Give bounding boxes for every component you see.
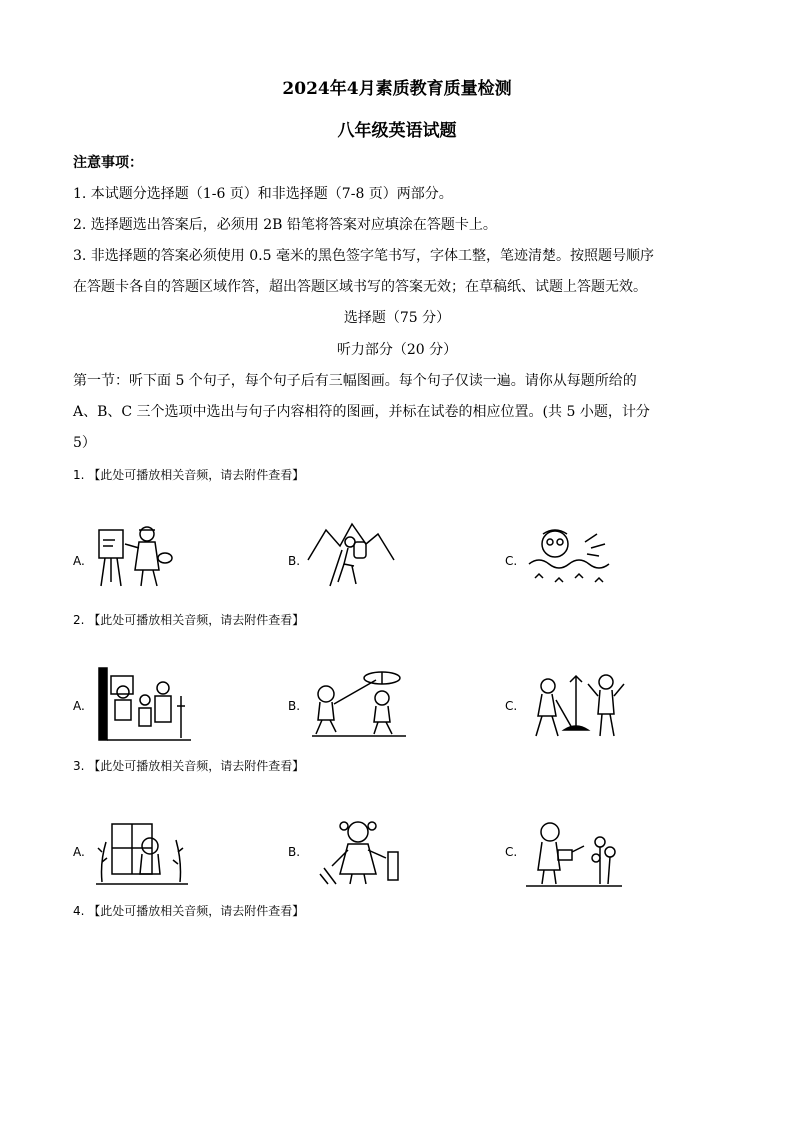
hiker-icon	[306, 520, 396, 590]
section-listening: 听力部分（20 分）	[336, 342, 458, 358]
notice-item-3-line1: 3. 非选择题的答案必须使用 0.5 毫米的黑色签字笔书写，字体工整，笔迹清楚。按照题号顺序	[73, 248, 654, 264]
question-1-label: 1. 【此处可播放相关音频，请去附件查看】	[73, 468, 305, 482]
section-choice: 选择题（75 分）	[343, 310, 451, 326]
sweeping-girl-icon	[312, 818, 404, 888]
family-icon	[97, 666, 193, 742]
kite-icon	[310, 668, 408, 738]
notice-heading: 注意事项：	[73, 155, 143, 171]
notice-item-2: 2. 选择题选出答案后，必须用 2B 铅笔将答案对应填涂在答题卡上。	[73, 217, 497, 233]
question-2-option-c[interactable]: C.	[505, 699, 518, 713]
question-2-label: 2. 【此处可播放相关音频，请去附件查看】	[73, 613, 305, 627]
question-2-option-a[interactable]: A.	[73, 699, 85, 713]
notice-item-1: 1. 本试题分选择题（1-6 页）和非选择题（7-8 页）两部分。	[73, 186, 453, 202]
question-2-option-b[interactable]: B.	[288, 699, 301, 713]
window-girl-icon	[96, 822, 188, 888]
exam-title: 2024年4月素质教育质量检测	[282, 79, 512, 99]
notice-item-3-line2: 在答题卡各自的答题区域作答，超出答题区域书写的答案无效；在草稿纸、试题上答题无效。	[73, 279, 647, 295]
swimmer-icon	[525, 522, 617, 592]
tree-planting-icon	[528, 668, 628, 740]
part1-instructions-line3: 5）	[73, 435, 96, 451]
question-1-option-b[interactable]: B.	[288, 554, 301, 568]
part1-instructions-line2: A、B、C 三个选项中选出与句子内容相符的图画，并标在试卷的相应位置。(共 5 小题，计分	[73, 404, 650, 420]
watering-girl-icon	[526, 818, 622, 888]
question-3-option-a[interactable]: A.	[73, 845, 85, 859]
question-3-option-b[interactable]: B.	[288, 845, 301, 859]
question-1-option-c[interactable]: C.	[505, 554, 518, 568]
question-1-option-a[interactable]: A.	[73, 554, 85, 568]
question-3-label: 3. 【此处可播放相关音频，请去附件查看】	[73, 759, 305, 773]
question-4-label: 4. 【此处可播放相关音频，请去附件查看】	[73, 904, 305, 918]
painter-icon	[95, 522, 175, 590]
exam-subtitle: 八年级英语试题	[337, 121, 457, 141]
question-3-option-c[interactable]: C.	[505, 845, 518, 859]
part1-instructions-line1: 第一节：听下面 5 个句子，每个句子后有三幅图画。每个句子仅读一遍。请你从每题所给的	[73, 373, 637, 389]
